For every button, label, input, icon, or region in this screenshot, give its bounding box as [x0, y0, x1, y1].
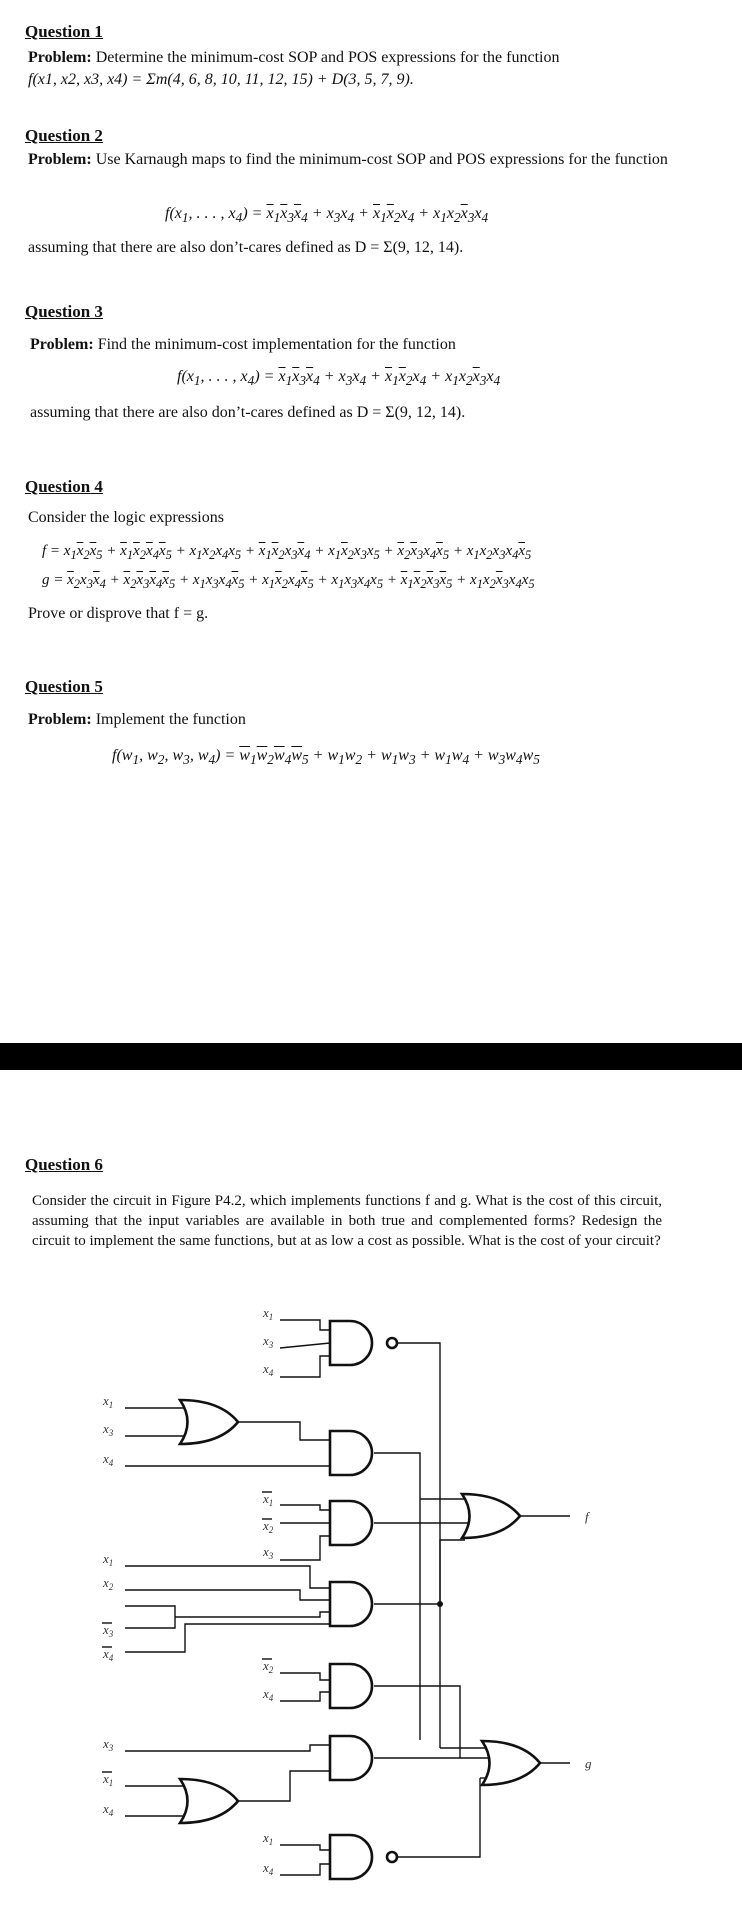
input-label-x3-bar-b: $x_3$: [103, 1622, 114, 1639]
input-label-x4: $x_4$: [263, 1361, 274, 1378]
input-label-x3: $x_3$: [263, 1333, 274, 1350]
q1-problem: [28, 48, 658, 68]
input-label-x2-bar-d: $x_2$: [263, 1658, 274, 1675]
q2-problem: [28, 150, 678, 170]
or-gate-output-g: [440, 1741, 592, 1785]
input-label-x4-b: $x_4$: [103, 1451, 114, 1468]
and-gate-4: [102, 1551, 443, 1663]
q3-problem: [30, 335, 456, 355]
input-label-x1-c: $x_1$: [103, 1551, 114, 1568]
q2-problem-text: Use Karnaugh maps to find the minimum-cost SOP and POS expressions for the function: [95, 151, 668, 168]
output-label-g: g: [585, 1756, 592, 1771]
circuit-figure-p4-2: [0, 1270, 742, 1920]
input-label-x2-c: $x_2$: [103, 1575, 114, 1592]
q5-problem-label: Problem:: [28, 711, 92, 728]
and-gate-3: [262, 1491, 470, 1561]
q2-title: Question 2: [25, 126, 103, 145]
or-gate-left: [102, 1393, 330, 1468]
or-gate-bottom: [102, 1771, 330, 1823]
q4-title: Question 4: [25, 477, 103, 496]
q2-problem-label: Problem:: [28, 151, 92, 168]
q6-text: Consider the circuit in Figure P4.2, which implements functions f and g. What is the cost of this circuit, assuming that the input variables are available in both true and complemented forms? Redesign the circuit to implement the same functions, but at as low a cost as possible. What is the cost of your circuit?: [32, 1193, 662, 1249]
input-label-x3-b: $x_3$: [103, 1421, 114, 1438]
q1-title: Question 1: [25, 22, 103, 41]
input-label-x4-e: $x_4$: [103, 1801, 114, 1818]
and-gate-6: [102, 1736, 470, 1780]
q5-equation: $f(w_1$, $w_2$, $w_3$, $w_4) = \overline{w}_1\overline{w}_2\overline{w}_4\overline{w}_5 + w_1w_2 + w_1w_3 + w_1w_4 + w_3w_4w_5$: [112, 747, 540, 768]
q4-text: Consider the logic expressions: [28, 509, 224, 526]
q5-title: Question 5: [25, 677, 103, 696]
q4-expression-g: $g = \overline{x}_2x_3\overline{x}_4 + \overline{x}_2\overline{x}_3\overline{x}_4\overline{x}_5 + x_1x_3x_4\overline{x}_5 + x_1\overline{x}_2x_4\overline{x}_5 + x_1x_3x_4x_5 + \overline{x}_1\overline{x}_2\overline{x}_3\overline{x}_5 + x_1x_2\overline{x}_3x_4x_5$: [42, 572, 535, 591]
input-label-x1-bar-e: $x_1$: [103, 1771, 114, 1788]
q3-equation: $f(x_1$, . . . , $x_4) = \overline{x}_1\overline{x}_3\overline{x}_4 + x_3x_4 + \overline{x}_1\overline{x}_2x_4 + x_1x_2\overline{x}_3x_4$: [177, 368, 501, 389]
input-label-x3-c: $x_3$: [263, 1544, 274, 1561]
q5-problem: [28, 710, 246, 730]
q3-dontcare: assuming that there are also don’t-cares defined as D = Σ(9, 12, 14).: [30, 404, 466, 421]
input-label-x4-bar-b: $x_4$: [103, 1646, 114, 1663]
q2-equation: $f(x_1$, . . . , $x_4) = \overline{x}_1\overline{x}_3\overline{x}_4 + x_3x_4 + \overline{x}_1\overline{x}_2x_4 + x_1x_2\overline{x}_3x_4$: [165, 205, 489, 226]
output-label-f: f: [585, 1509, 589, 1524]
input-label-x2-bar: $x_2$: [263, 1518, 274, 1535]
input-label-x1: $x_1$: [263, 1305, 274, 1322]
q4-expression-f: $f = x_1\overline{x}_2\overline{x}_5 + \overline{x}_1\overline{x}_2\overline{x}_4\overline{x}_5 + x_1x_2x_4x_5 + \overline{x}_1\overline{x}_2x_3\overline{x}_4 + x_1\overline{x}_2x_3x_5 + \overline{x}_2\overline{x}_3x_4\overline{x}_5 + x_1x_2x_3x_4\overline{x}_5$: [42, 543, 532, 562]
q3-problem-text: Find the minimum-cost implementation for the function: [97, 336, 456, 353]
q6-title: Question 6: [25, 1155, 103, 1174]
input-label-x4-d: $x_4$: [263, 1686, 274, 1703]
q4-prove: Prove or disprove that f = g.: [28, 605, 209, 622]
nand-gate-bottom: [262, 1778, 480, 1879]
or-gate-output-f: [420, 1494, 591, 1604]
page-divider: [0, 1043, 742, 1070]
q3-problem-label: Problem:: [30, 336, 94, 353]
input-label-x3-e: $x_3$: [103, 1736, 114, 1753]
q5-problem-text: Implement the function: [95, 711, 246, 728]
input-label-x1-f: $x_1$: [263, 1830, 274, 1847]
q1-problem-text: Determine the minimum-cost SOP and POS expressions for the function: [95, 49, 560, 66]
q1-function: f(x1, x2, x3, x4) = Σm(4, 6, 8, 10, 11, 12, 15) + D(3, 5, 7, 9).: [28, 71, 414, 88]
input-label-x4-f: $x_4$: [263, 1860, 274, 1877]
input-label-x1-bar: $x_1$: [263, 1491, 274, 1508]
q2-dontcare: assuming that there are also don’t-cares defined as D = Σ(9, 12, 14).: [28, 239, 464, 256]
q3-title: Question 3: [25, 302, 103, 321]
input-label-x1-b: $x_1$: [103, 1393, 114, 1410]
q1-problem-label: Problem:: [28, 49, 92, 66]
